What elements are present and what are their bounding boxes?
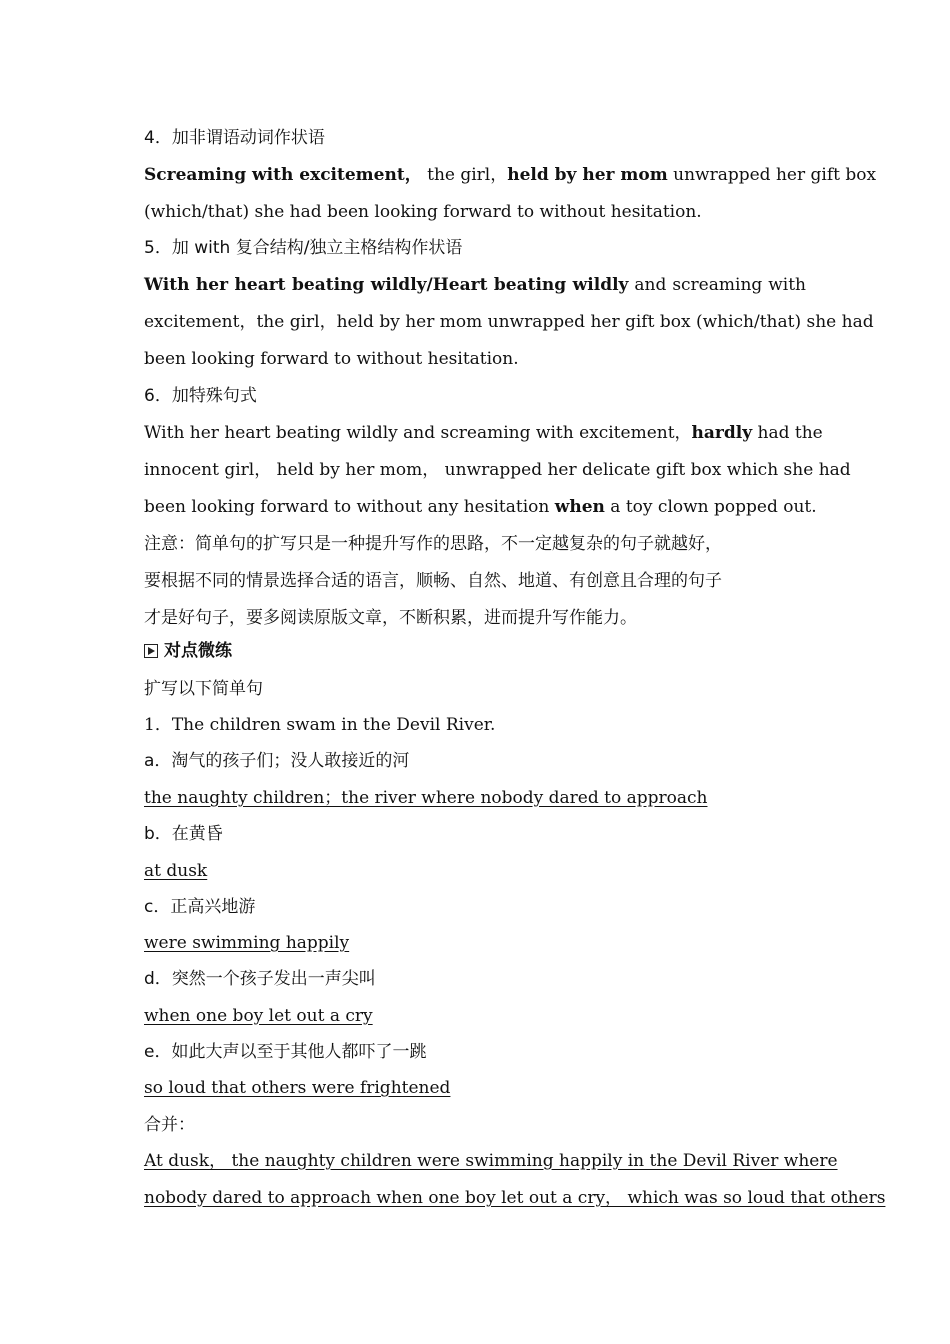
section-5-line-3: been looking forward to without hesitation. (144, 349, 519, 369)
bold-phrase: hardly (691, 423, 753, 443)
bold-phrase: With her heart beating wildly/Heart beating wildly (144, 275, 629, 295)
text-span: been looking forward to without any hesitation (144, 497, 555, 517)
item-d-answer (144, 1005, 806, 1027)
note-line-2: 要根据不同的情景选择合适的语言，顺畅、自然、地道、有创意且合理的句子 (144, 571, 722, 591)
section-6-line-3 (144, 496, 817, 518)
section-5-line-1 (144, 274, 806, 296)
bold-phrase: Screaming with excitement， (144, 165, 422, 185)
item-e-label: e．如此大声以至于其他人都吓了一跳 (144, 1042, 427, 1062)
note-line-1: 注意：简单句的扩写只是一种提升写作的思路，不一定越复杂的句子就越好， (144, 534, 722, 554)
item-d-label: d．突然一个孩子发出一声尖叫 (144, 969, 376, 989)
bold-phrase: held by her mom (507, 165, 668, 185)
answer-text: the naughty children；the river where nobody dared to approach (144, 788, 708, 808)
merge-line-1: At dusk， the naughty children were swimming happily in the Devil River where (144, 1151, 838, 1171)
merge-line-2: nobody dared to approach when one boy let out a cry， which was so loud that others (144, 1188, 886, 1208)
section-6-heading: 6．加特殊句式 (144, 386, 257, 406)
section-5-line-2: excitement，the girl，held by her mom unwrapped her gift box (which/that) she had (144, 312, 874, 332)
item-b-answer (144, 860, 806, 882)
section-4-line-1 (144, 164, 877, 186)
play-box-icon (144, 644, 158, 658)
section-4-line-2: (which/that) she had been looking forward to without hesitation. (144, 202, 702, 222)
section-6-line-2: innocent girl， held by her mom， unwrapped her delicate gift box which she had (144, 460, 851, 480)
question-1: 1．The children swam in the Devil River. (144, 715, 496, 735)
section-5-heading: 5．加 with 复合结构/独立主格结构作状语 (144, 238, 463, 258)
text-span: a toy clown popped out. (604, 497, 817, 517)
item-c-label: c．正高兴地游 (144, 897, 256, 917)
merge-label: 合并： (144, 1115, 195, 1135)
section-4-heading: 4．加非谓语动词作状语 (144, 128, 325, 148)
text-span: the girl， (421, 165, 508, 185)
item-a-answer (144, 787, 806, 809)
item-c-answer (144, 932, 806, 954)
section-6-line-1 (144, 422, 823, 444)
text-span: and screaming with (628, 275, 806, 295)
answer-text: so loud that others were frightened (144, 1078, 451, 1098)
answer-text: when one boy let out a cry (144, 1006, 373, 1026)
bold-phrase: when (554, 497, 605, 517)
text-span: With her heart beating wildly and screaming with excitement， (144, 423, 692, 443)
text-span: had the (752, 423, 823, 443)
item-e-answer (144, 1077, 806, 1099)
practice-title-text: 对点微练 (164, 641, 232, 661)
text-span: unwrapped her gift box (667, 165, 877, 185)
practice-title (144, 640, 806, 662)
answer-text: were swimming happily (144, 933, 350, 953)
note-line-3: 才是好句子，要多阅读原版文章，不断积累，进而提升写作能力。 (144, 608, 637, 628)
answer-text: at dusk (144, 861, 208, 881)
item-b-label: b．在黄昏 (144, 824, 223, 844)
practice-instruction: 扩写以下简单句 (144, 679, 263, 699)
item-a-label: a．淘气的孩子们；没人敢接近的河 (144, 751, 410, 771)
